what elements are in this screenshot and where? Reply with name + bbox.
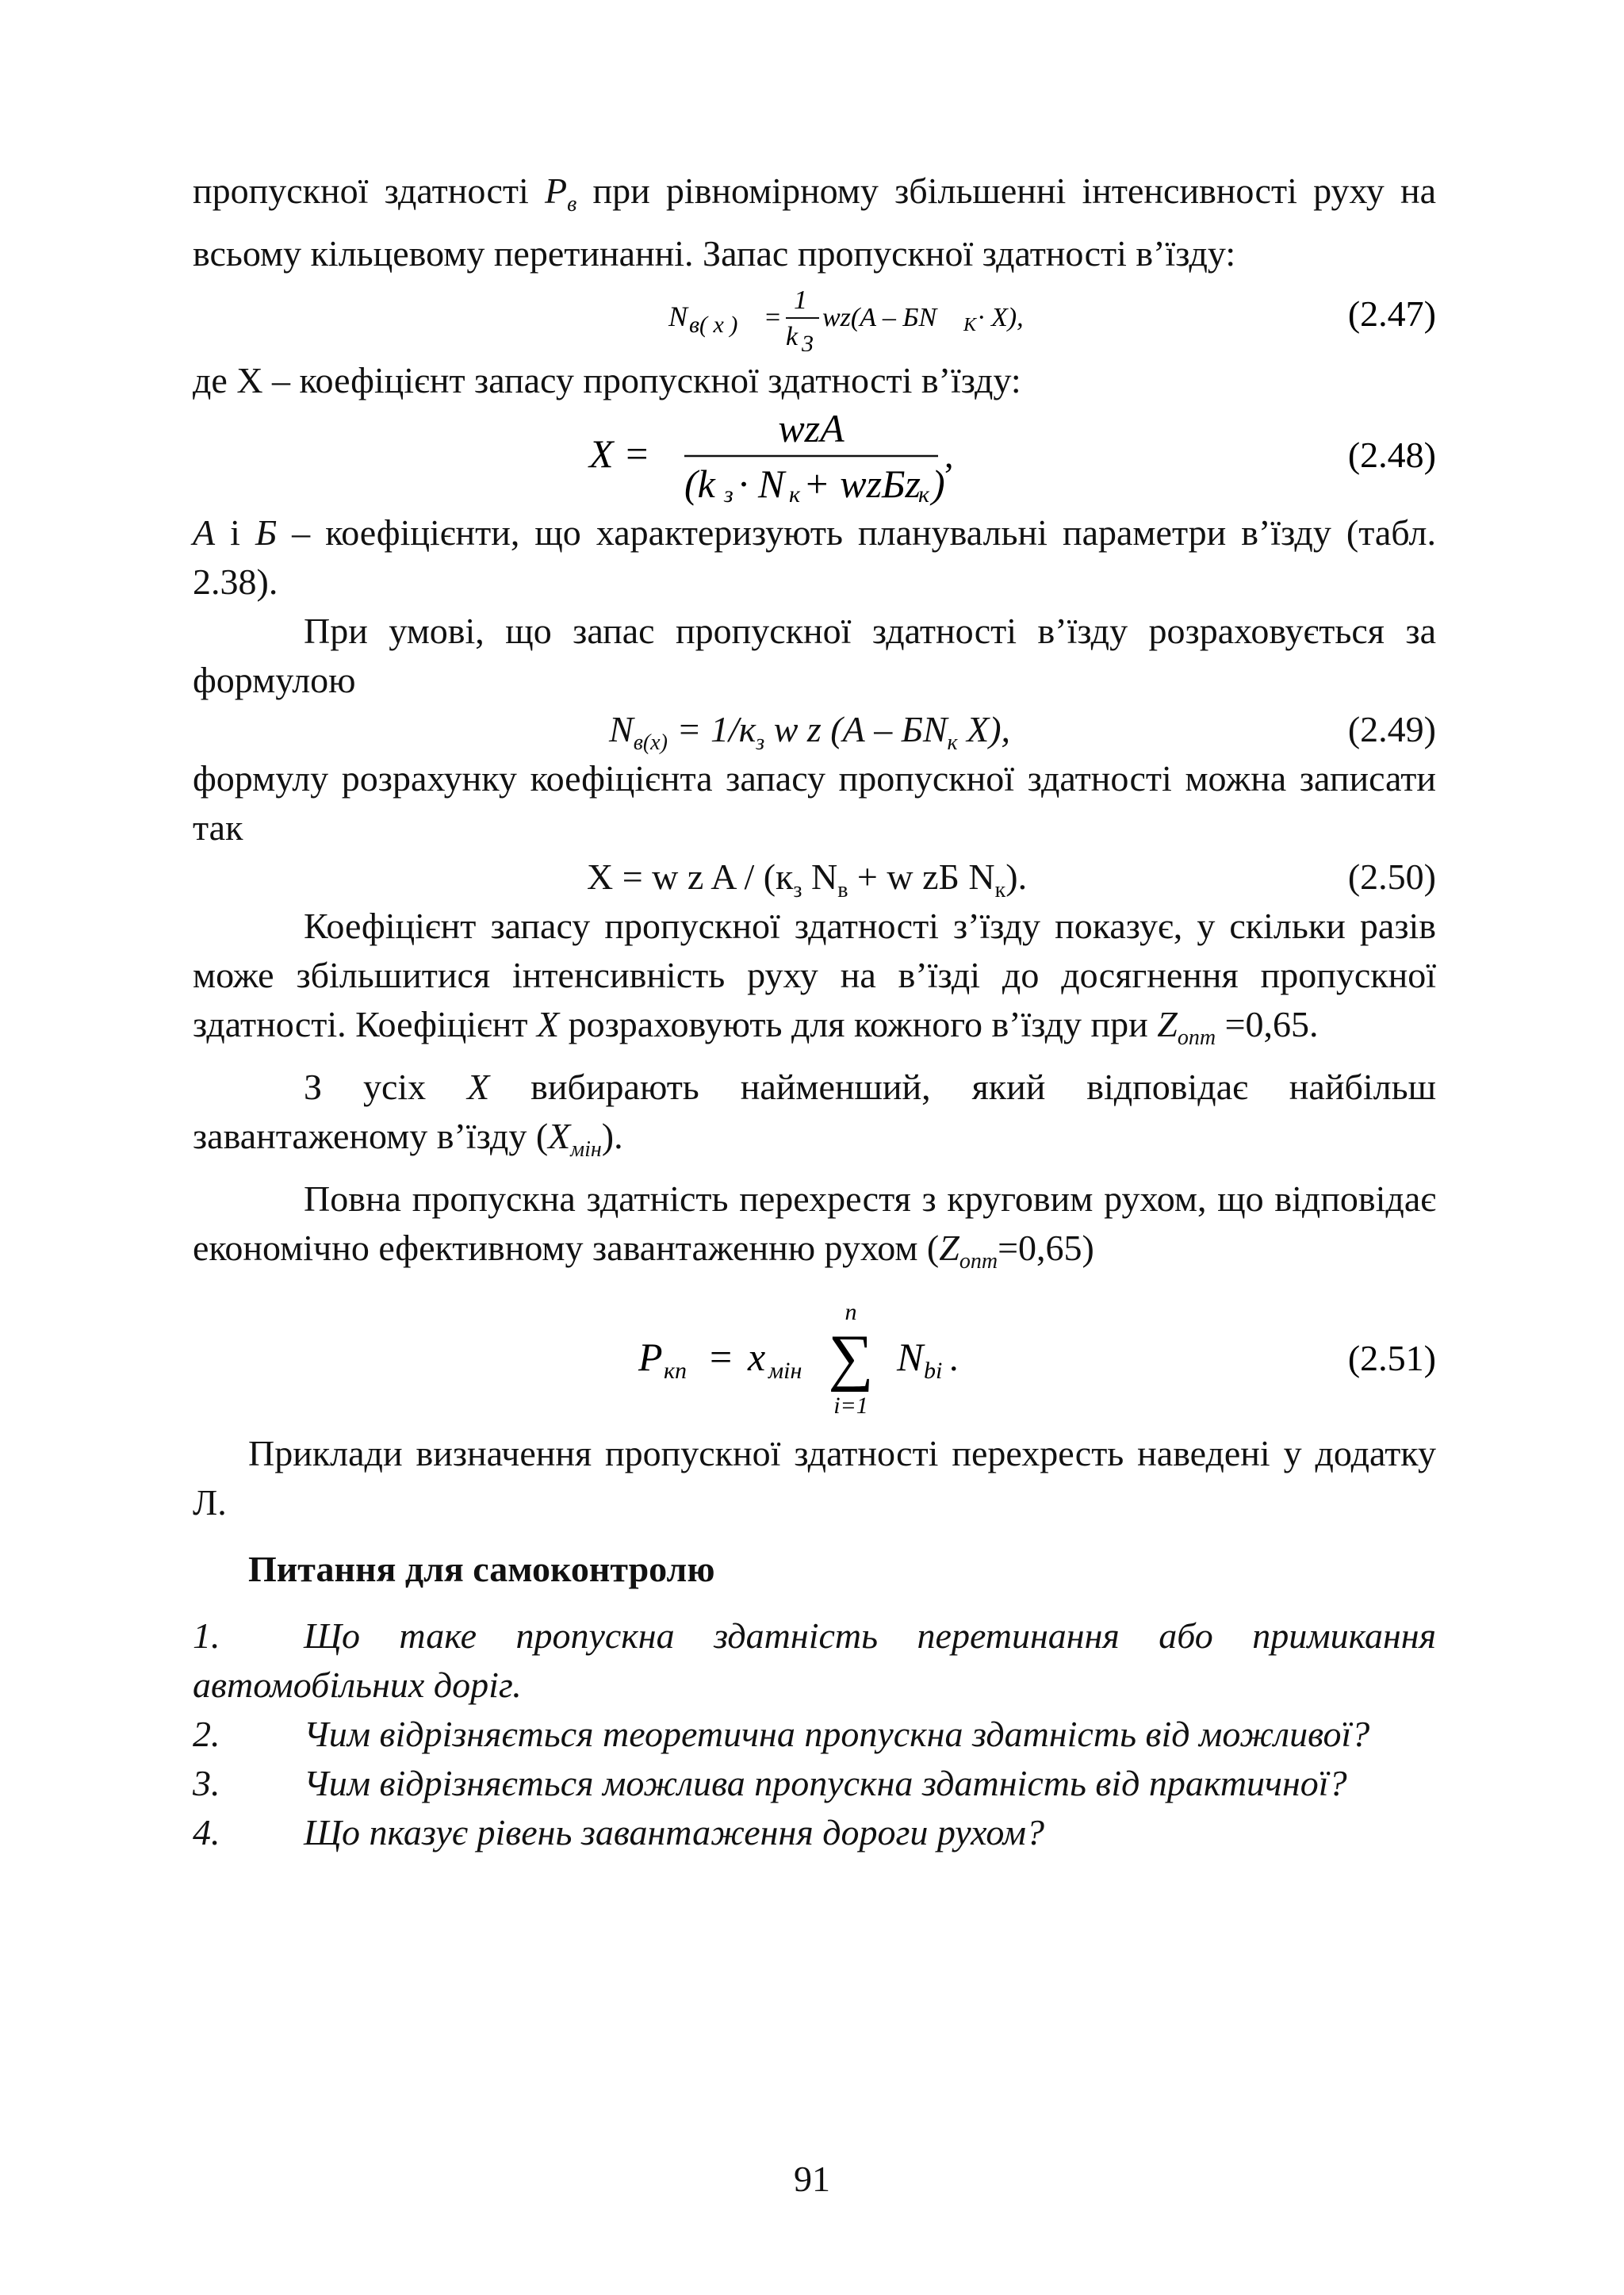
eq51-lhs-sub: кп [664,1358,688,1384]
eq48-lhs: X = [589,431,650,476]
eq51-n-sub: bi [924,1358,943,1384]
eq47-rhs-sub: K [963,315,977,335]
equation-2-47-svg [193,282,1436,351]
eq47-denominator-sub: 3 [802,331,814,351]
eq51-lower: i=1 [833,1393,868,1419]
eq51-x-sub: мін [768,1358,802,1384]
equation-2-48-svg [193,405,1436,508]
eq48-den-n-sub: к [789,481,801,508]
eq51-number: (2.51) [1347,1338,1436,1378]
paragraph-8: Повна пропускна здатність перехрестя з круговим рухом, що відповідає економічно ефективному завантаженню рухом $(Z_{опт}=0,65)$ [193,1178,1436,1274]
question-item: 2. Чим відрізняється теоретична пропускна здатність від можливої? [193,1714,1370,1754]
eq48-numerator: wzA [778,406,845,450]
eq48-den-close: ) [932,462,945,506]
questions-list [193,1611,1436,1857]
eq47-lhs-sub: в( x ) [689,312,738,338]
paragraph-2: де X – коефіцієнт запасу пропускної здатності в’їзду: [193,360,1021,400]
question-item: 1. Що таке пропускна здатність перетинання або примикання автомобільних доріг. [193,1615,1436,1705]
eq48-comma: , [944,435,954,475]
eq48-den-plus: + wzБz [803,462,921,506]
eq48-number: (2.48) [1347,435,1436,475]
eq49-number: (2.49) [1347,709,1436,749]
eq47-equals: = [765,303,781,332]
eq51-x: x [748,1335,766,1379]
eq47-number: (2.47) [1347,293,1436,334]
eq50-number: (2.50) [1347,856,1436,897]
eq48-den-open: (k [684,462,715,506]
page-content [193,167,1436,1857]
question-item: 4. Що пказує рівень завантаження дороги рухом? [193,1812,1044,1852]
section-heading: Питання для самоконтролю [248,1549,715,1589]
equation-2-49 [193,705,1436,754]
paragraph-1 [193,167,1436,278]
paragraph-7: З усіх X вибирають найменший, який відповідає найбільш завантаженому в’їзду $(X_{мін})$. [193,1067,1436,1162]
paragraph-9: Приклади визначення пропускної здатності перехресть наведені у додатку Л. [193,1433,1436,1523]
question-item: 3. Чим відрізняється можлива пропускна здатність від практичної? [193,1763,1347,1803]
paragraph-5: формулу розрахунку коефіцієнта запасу пропускної здатності можна записати так [193,758,1436,848]
equation-2-51 [193,1286,1436,1423]
eq47-rhs-tail: · X), [978,303,1024,332]
eq47-lhs: N [668,301,688,332]
equation-2-47 [193,282,1436,351]
eq51-lhs: P [638,1335,663,1379]
text: при рівномірному збільшенні інтенсивності руху на всьому кільцевому перетинанні. Запас пропускної здатності в’їзду: [193,170,1436,274]
equation-2-51-svg [193,1286,1436,1423]
eq47-denominator: k [786,322,799,351]
eq48-den-k-sub: з [724,481,733,508]
text: пропускної здатності [193,170,545,211]
page-number: 91 [794,2159,830,2199]
equation-2-50 [193,852,1436,902]
eq47-numerator: 1 [794,285,807,315]
eq51-equals: = [710,1335,733,1379]
eq51-dot: . [949,1338,959,1378]
eq48-den-z-sub: к [918,481,930,508]
paragraph-6: Коефіцієнт запасу пропускної здатності з’їзду показує, у скільки разів може збільшитися інтенсивність руху на в’їзді до досягнення пропускної здатності. Коефіцієнт X розраховують для кожного в’їзду при $Z_{опт} =0,65$. [193,906,1436,1050]
eq51-n: N [897,1335,924,1379]
paragraph-4: При умові, що запас пропускної здатності в’їзду розраховується за формулою [193,611,1436,700]
eq51-upper: n [845,1299,857,1325]
symbol-p: $P_в$ [544,170,577,216]
eq48-den-mid: · N [738,462,785,506]
eq47-rhs: wz(A – БN [822,303,937,332]
equation-2-48 [193,405,1436,508]
eq49-expression: $N_{в(x)} = 1/к_з$ w z ($А - БN_к$ X), [609,709,1011,755]
eq51-sigma: ∑ [828,1323,874,1393]
paragraph-3: А і Б – коефіцієнти, що характеризують планувальні параметри в’їзду (табл. 2.38). [193,512,1436,602]
eq50-expression: X = w z A / ($к_з$ $N_в + w$ zБ $N_к$). [587,856,1028,902]
